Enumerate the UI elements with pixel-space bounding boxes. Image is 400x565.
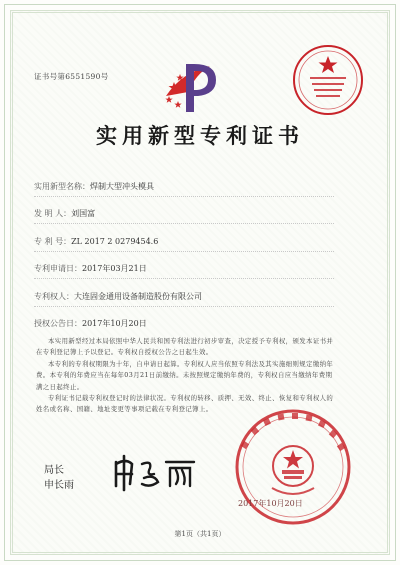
inventor-label: 发 明 人： <box>34 209 72 218</box>
body-paragraph: 本专利的专利权期限为十年，自申请日起算。专利权人应当依照专利法及其实施细则规定缴纳年费。本专利的年费应当在每年03月21日前缴纳。未按照规定缴纳年费的，专利权自应当缴纳年费期满之日起终止。 <box>36 359 334 391</box>
director-name-label: 申长雨 <box>44 480 74 491</box>
divider <box>34 306 334 307</box>
patent-number-row <box>34 236 158 247</box>
seal-date: 2017年10月20日 <box>238 499 303 508</box>
patent-office-seal-icon <box>290 42 366 118</box>
patent-number-value: ZL 2017 2 0279454.6 <box>71 237 159 246</box>
body-paragraph: 本实用新型经过本局依照中华人民共和国专利法进行初步审查，决定授予专利权，颁发本证书并在专利登记簿上予以登记。专利权自授权公告之日起生效。 <box>36 337 334 357</box>
divider <box>34 251 334 252</box>
inventor-row <box>34 208 95 219</box>
director-title-label: 局长 <box>44 465 64 476</box>
inventor-value: 刘国富 <box>71 209 96 218</box>
grant-date-label: 授权公告日： <box>34 319 82 328</box>
utility-model-name-label: 实用新型名称： <box>34 182 90 191</box>
filing-date-row <box>34 263 147 274</box>
grant-date-row <box>34 318 147 329</box>
filing-date-value: 2017年03月21日 <box>82 264 147 273</box>
divider <box>34 223 334 224</box>
patent-office-logo-icon <box>160 52 228 116</box>
body-paragraph: 专利证书记载专利权登记时的法律状况。专利权的转移、质押、无效、终止、恢复和专利权人的姓名或名称、国籍、地址变更等事项记载在专利登记簿上。 <box>36 394 334 414</box>
page-number: 第1页（共1页） <box>174 530 226 538</box>
divider <box>34 196 334 197</box>
utility-model-name-row <box>34 181 154 192</box>
divider <box>34 278 334 279</box>
patentee-label: 专利权人： <box>34 292 74 301</box>
handwritten-signature <box>110 452 200 492</box>
certificate-number: 证书号第6551590号 <box>34 72 109 81</box>
utility-model-name-value: 焊制大型冲头模具 <box>90 182 154 191</box>
page-title: 实用新型专利证书 <box>96 123 304 148</box>
patentee-value: 大连固金通用设备制造股份有限公司 <box>74 292 202 301</box>
filing-date-label: 专利申请日： <box>34 264 82 273</box>
patent-number-label: 专 利 号： <box>34 237 72 246</box>
certificate-body <box>36 336 336 416</box>
grant-date-value: 2017年10月20日 <box>82 319 147 328</box>
patentee-row <box>34 291 202 302</box>
